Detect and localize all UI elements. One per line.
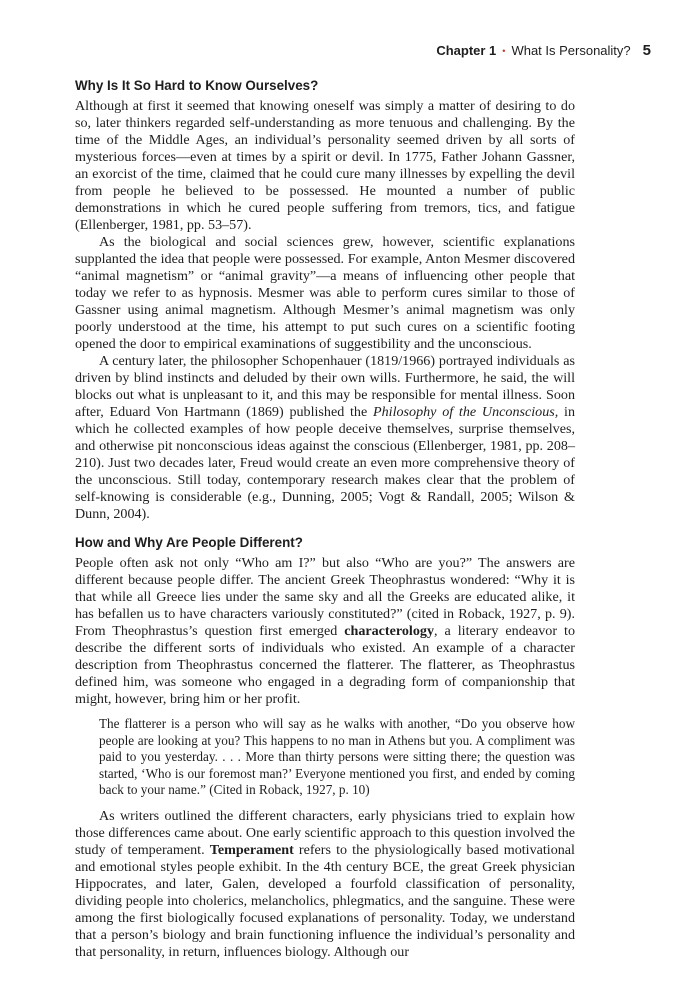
paragraph-text: As writers outlined the different characters, early physicians tried to explain how those differences came about. One early scientific approach to this question involved the study of temperament.: [75, 807, 575, 858]
paragraph-text: People often ask not only “Who am I?” but also “Who are you?” The answers are different because people differ. The ancient Greek Theophrastus wondered: “Why it is that while all Greece lies under the same sky and all the Greeks are educated alike, it has befallen us to have characters variously constituted?” (cited in Roback, 1927, p. 9). From Theophrastus’s question first emerged: [75, 555, 575, 639]
paragraph-text: in which he collected examples of how people deceive themselves, surprise themselves, and otherwise pit nonconscious ideas against the conscious (Ellenberger, 1981, pp. 208–210). Just two decades later, Freud would create an even more comprehensive theory of the unconscious. Still today, contemporary research makes clear that the problem of self-knowing is considerable (e.g., Dunning, 2005; Vogt & Randall, 2005; Wilson & Dunn, 2004).: [75, 404, 575, 522]
key-term-characterology: characterology: [344, 623, 434, 639]
paragraph: [75, 353, 575, 523]
section-heading-people-different: How and Why Are People Different?: [75, 535, 303, 550]
key-term-temperament: Temperament: [209, 841, 294, 858]
paragraph-text: , a literary endeavor to describe the different sorts of individuals who existed. An example of a character description from Theophrastus concerned the flatterer. The flatterer, as Theophrastus defined him, was someone who engaged in a degrading form of companionship that might, however, bring him or her profit.: [75, 623, 575, 707]
paragraph: [75, 808, 575, 961]
paragraph: Although at first it seemed that knowing oneself was simply a matter of desiring to do so, later thinkers regarded self-understanding as more tenuous and challenging. By the time of the Middle Ages, an individual’s personality seemed driven by all sorts of mysterious forces—even at times by a spirit or devil. In 1775, Father Johann Gassner, an exorcist of the time, claimed that he could cure many illnesses by expelling the devil from people he believed to be possessed. He mounted a number of public demonstrations in which he cured people suffering from tremors, tics, and fatigue (Ellenberger, 1981, pp. 53–57).: [75, 98, 575, 233]
running-header: [436, 42, 651, 59]
book-title-italic: Philosophy of the Unconscious,: [373, 404, 559, 420]
paragraph: As the biological and social sciences grew, however, scientific explanations supplanted the idea that people were possessed. For example, Anton Mesmer discovered “animal magnetism” or “animal gravity”—a means of influencing other people that today we refer to as hypnosis. Mesmer was able to perform cures similar to those of Gassner using animal magnetism. Although Mesmer’s animal magnetism was only poorly understood at the time, his attempt to put such cures on a scientific footing opened the door to empirical examinations of suggestibility and the unconscious.: [75, 234, 575, 352]
block-quote: The flatterer is a person who will say as he walks with another, “Do you observe how people are looking at you? This happens to no man in Athens but you. A compliment was paid to you yesterday. . . . More than thirty persons were sitting there; the question was started, ‘Who is our foremost man?’ Everyone mentioned you first, and ended by coming back to your name.” (Cited in Roback, 1927, p. 10): [99, 716, 575, 798]
chapter-title: What Is Personality?: [511, 43, 631, 58]
paragraph-text: refers to the physiologically based motivational and emotional styles people exhibit. In the 4th century BCE, the great Greek physician Hippocrates, and later, Galen, developed a fourfold classification of personality, dividing people into cholerics, melancholics, phlegmatics, and the sanguine. These were among the first biologically focused explanations of personality. Today, we understand that a person’s biology and brain functioning influence the individual’s personality and that personality, in return, influences biology. Although our: [75, 841, 575, 960]
paragraph: [75, 555, 575, 708]
section-heading-know-ourselves: Why Is It So Hard to Know Ourselves?: [75, 78, 319, 93]
page-number: 5: [642, 42, 651, 59]
body-text: [75, 77, 575, 961]
paragraph-text: A century later, the philosopher Schopenhauer (1819/1966) portrayed individuals as driven by blind instincts and deluded by their own wills. Furthermore, he said, the will blocks out what is unpleasant to it, and this may be responsible for mental illness. Soon after, Eduard Von Hartmann (1869) published the: [75, 353, 575, 420]
chapter-label: Chapter 1: [436, 43, 497, 58]
bullet-separator-icon: •: [502, 46, 506, 56]
